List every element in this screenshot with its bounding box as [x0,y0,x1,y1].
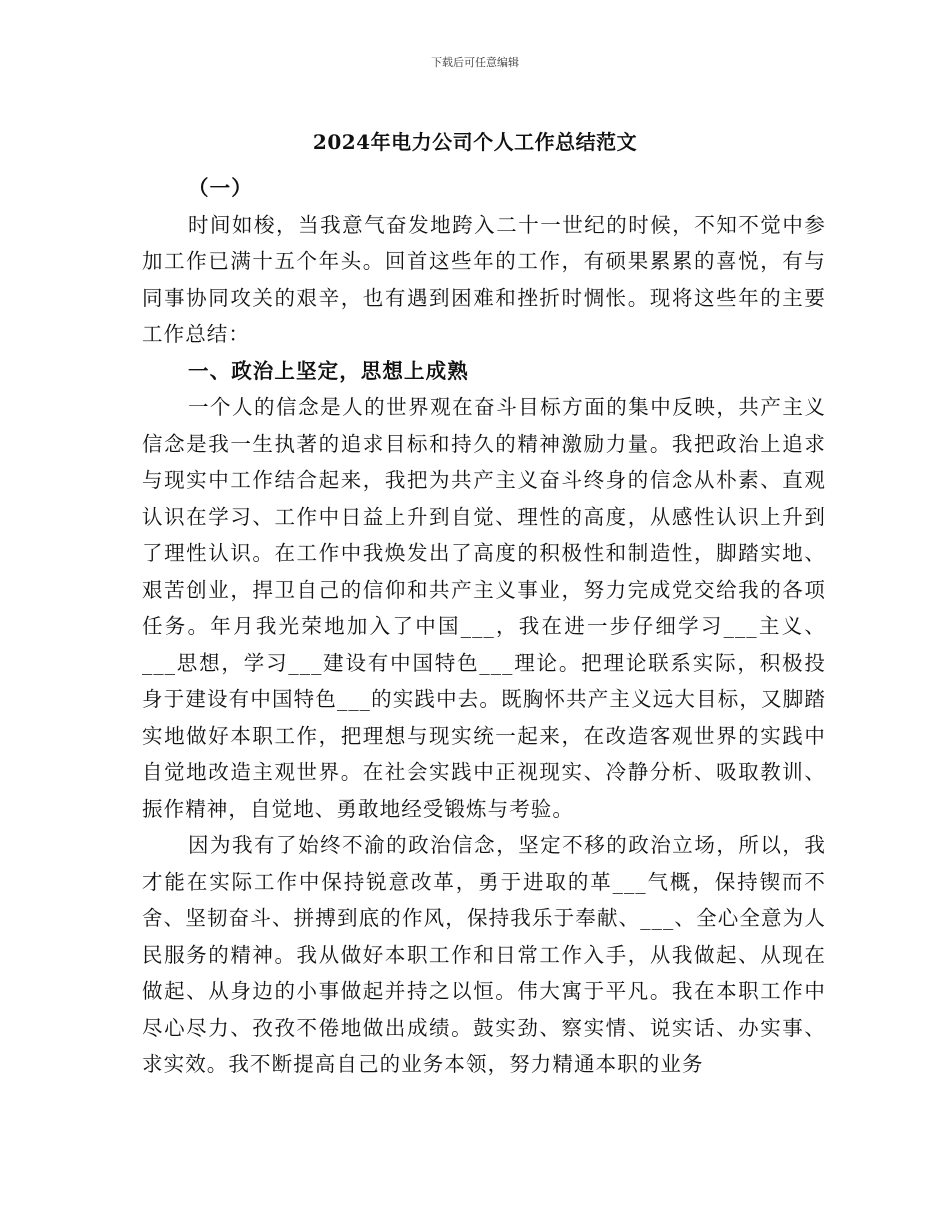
section-label: （一） [188,176,253,200]
document-title: 2024年电力公司个人工作总结范文 [312,130,638,154]
page-header-note: 下载后可任意编辑 [431,56,519,69]
paragraph-belief: 一个人的信念是人的世界观在奋斗目标方面的集中反映，共产主义信念是我一生执著的追求目标和持久的精神激励力量。我把政治上追求与现实中工作结合起来，我把为共产主义奋斗终身的信念从朴素、直观认识在学习、工作中日益上升到自觉、理性的高度，从感性认识上升到了理性认识。在工作中我焕发出了高度的积极性和制造性，脚踏实地、艰苦创业，捍卫自己的信仰和共产主义事业，努力完成党交给我的各项任务。年月我光荣地加入了中国___，我在进一步仔细学习___主义、___思想，学习___建设有中国特色___理论。把理论联系实际，积极投身于建设有中国特色___的实践中去。既胸怀共产主义远大目标，又脚踏实地做好本职工作，把理想与现实统一起来，在改造客观世界的实践中自觉地改造主观世界。在社会实践中正视现实、冷静分析、吸取教训、振作精神，自觉地、勇敢地经受锻炼与考验。 [142,395,826,821]
document-body [142,170,826,1083]
section-heading-1: 一、政治上坚定，思想上成熟 [188,358,469,383]
paragraph-practice: 因为我有了始终不渝的政治信念，坚定不移的政治立场，所以，我才能在实际工作中保持锐意改革，勇于进取的革___气概，保持锲而不舍、坚韧奋斗、拼搏到底的作风，保持我乐于奉献、___、全心全意为人民服务的精神。我从做好本职工作和日常工作入手，从我做起、从现在做起、从身边的小事做起并持之以恒。伟大寓于平凡。我在本职工作中尽心尽力、孜孜不倦地做出成绩。鼓实劲、察实情、说实话、办实事、求实效。我不断提高自己的业务本领，努力精通本职的业务 [142,833,826,1076]
paragraph-intro: 时间如梭，当我意气奋发地跨入二十一世纪的时候，不知不觉中参加工作已满十五个年头。回首这些年的工作，有硕果累累的喜悦，有与同事协同攻关的艰辛，也有遇到困难和挫折时惆怅。现将这些年的主要工作总结： [142,212,826,346]
